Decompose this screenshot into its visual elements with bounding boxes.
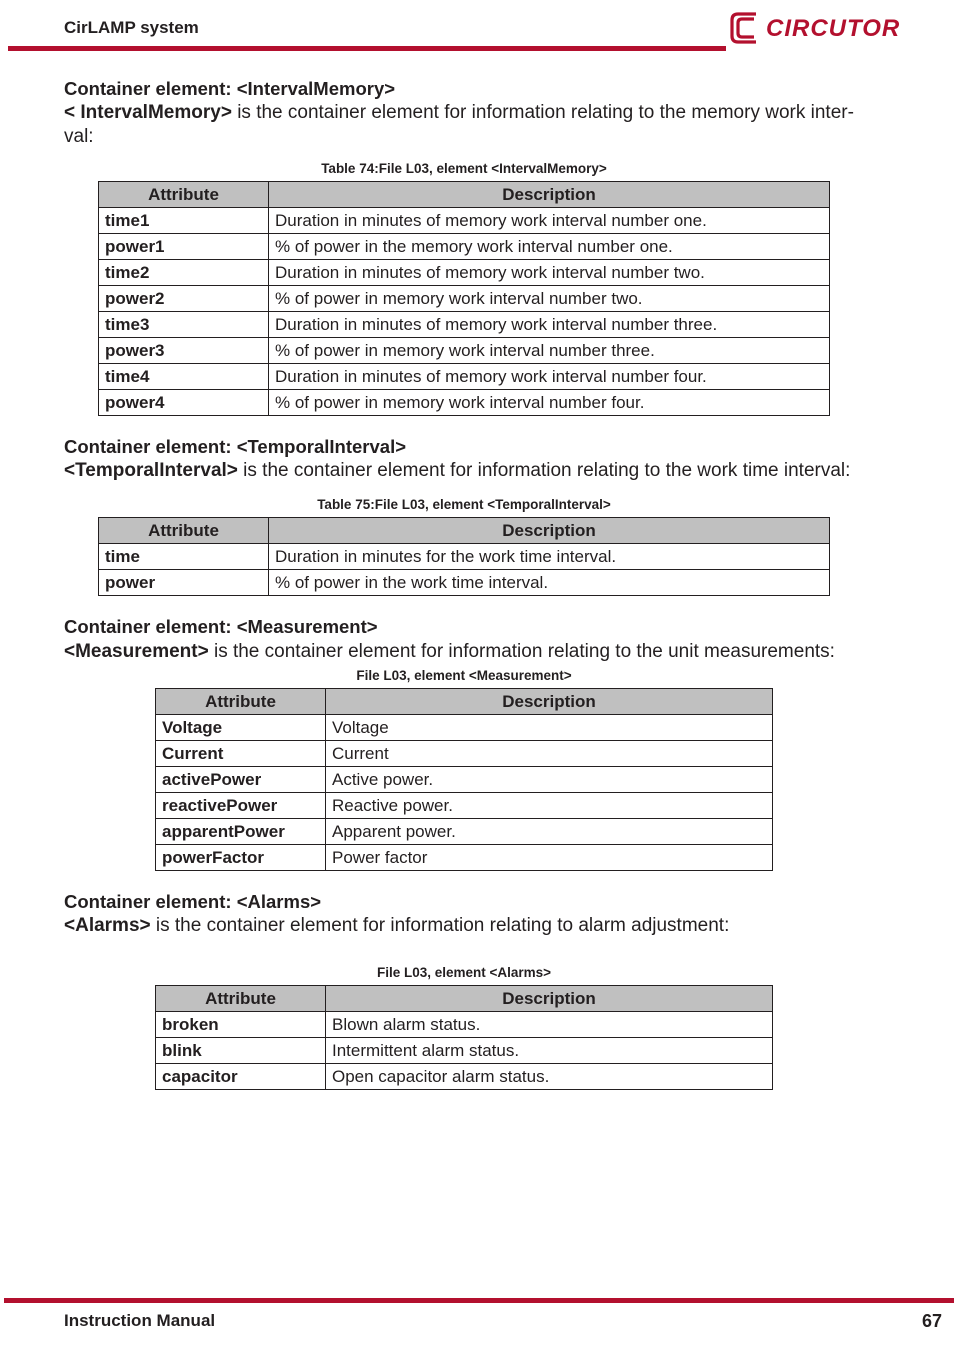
description-cell: % of power in memory work interval number three. xyxy=(269,338,830,364)
intro-text: is the container element for information relating to the work time interval: xyxy=(237,460,851,481)
table-interval-memory xyxy=(98,181,830,416)
attribute-cell: Current xyxy=(156,741,326,767)
description-cell: Duration in minutes of memory work interval number four. xyxy=(269,364,830,390)
description-cell: Duration in minutes of memory work interval number three. xyxy=(269,312,830,338)
table-header-row xyxy=(156,689,773,715)
attribute-cell: capacitor xyxy=(156,1064,326,1090)
description-cell: Current xyxy=(326,741,773,767)
table-row xyxy=(99,286,830,312)
description-cell: Open capacitor alarm status. xyxy=(326,1064,773,1090)
table-row xyxy=(99,390,830,416)
intro-text: is the container element for information relating to the unit measurements: xyxy=(208,641,835,662)
table-caption-74: Table 74:File L03, element <IntervalMemory> xyxy=(321,161,607,176)
attribute-cell: activePower xyxy=(156,767,326,793)
table-row xyxy=(99,364,830,390)
description-cell: Voltage xyxy=(326,715,773,741)
table-row xyxy=(99,312,830,338)
table-row xyxy=(99,208,830,234)
element-name: <TemporalInterval> xyxy=(64,460,238,481)
table-row xyxy=(156,1064,773,1090)
header-rule xyxy=(8,46,726,51)
column-header-attribute: Attribute xyxy=(156,986,326,1012)
section-heading-measurement: Container element: <Measurement> xyxy=(64,616,378,637)
section-intro-interval-memory xyxy=(64,101,874,149)
section-intro-measurement xyxy=(64,640,924,664)
column-header-attribute: Attribute xyxy=(156,689,326,715)
footer-manual-label: Instruction Manual xyxy=(64,1311,216,1330)
attribute-cell: power1 xyxy=(99,234,269,260)
svg-text:CIRCUTOR: CIRCUTOR xyxy=(766,15,901,42)
column-header-description: Description xyxy=(326,986,773,1012)
table-header-row xyxy=(99,518,830,544)
description-cell: Duration in minutes of memory work interval number two. xyxy=(269,260,830,286)
table-row xyxy=(156,819,773,845)
attribute-cell: apparentPower xyxy=(156,819,326,845)
element-name: <Measurement> xyxy=(64,641,209,662)
table-row xyxy=(156,845,773,871)
table-temporal-interval xyxy=(98,517,830,596)
section-intro-alarms xyxy=(64,914,874,938)
attribute-cell: power xyxy=(99,570,269,596)
table-row xyxy=(156,1038,773,1064)
table-caption-75: Table 75:File L03, element <TemporalInterval> xyxy=(317,497,611,512)
table-alarms xyxy=(155,985,773,1090)
table-caption-alarms: File L03, element <Alarms> xyxy=(376,965,552,980)
table-row xyxy=(99,570,830,596)
description-cell: % of power in memory work interval number four. xyxy=(269,390,830,416)
table-row xyxy=(99,234,830,260)
footer-rule xyxy=(4,1298,954,1303)
section-heading-interval-memory: Container element: <IntervalMemory> xyxy=(64,78,396,99)
element-name: <Alarms> xyxy=(64,915,151,936)
table-row xyxy=(99,338,830,364)
table-row xyxy=(156,767,773,793)
attribute-cell: time1 xyxy=(99,208,269,234)
table-caption-measurement: File L03, element <Measurement> xyxy=(356,668,572,683)
description-cell: Blown alarm status. xyxy=(326,1012,773,1038)
table-row xyxy=(156,715,773,741)
attribute-cell: time4 xyxy=(99,364,269,390)
section-intro-temporal-interval xyxy=(64,459,924,483)
description-cell: Duration in minutes for the work time interval. xyxy=(269,544,830,570)
attribute-cell: power2 xyxy=(99,286,269,312)
document-title: CirLAMP system xyxy=(64,18,199,37)
attribute-cell: time xyxy=(99,544,269,570)
column-header-attribute: Attribute xyxy=(99,518,269,544)
table-header-row xyxy=(156,986,773,1012)
section-heading-temporal-interval: Container element: <TemporalInterval> xyxy=(64,436,407,457)
description-cell: Intermittent alarm status. xyxy=(326,1038,773,1064)
attribute-cell: power4 xyxy=(99,390,269,416)
attribute-cell: power3 xyxy=(99,338,269,364)
attribute-cell: broken xyxy=(156,1012,326,1038)
table-row xyxy=(99,544,830,570)
table-row xyxy=(156,793,773,819)
description-cell: % of power in the memory work interval number one. xyxy=(269,234,830,260)
table-row xyxy=(99,260,830,286)
description-cell: Reactive power. xyxy=(326,793,773,819)
section-heading-alarms: Container element: <Alarms> xyxy=(64,891,322,912)
circutor-logo xyxy=(728,8,908,48)
intro-text: is the container element for information relating to alarm adjustment: xyxy=(150,915,730,936)
attribute-cell: powerFactor xyxy=(156,845,326,871)
column-header-description: Description xyxy=(269,518,830,544)
attribute-cell: reactivePower xyxy=(156,793,326,819)
attribute-cell: Voltage xyxy=(156,715,326,741)
table-row xyxy=(156,741,773,767)
column-header-description: Description xyxy=(326,689,773,715)
description-cell: Active power. xyxy=(326,767,773,793)
description-cell: % of power in memory work interval number two. xyxy=(269,286,830,312)
description-cell: Duration in minutes of memory work interval number one. xyxy=(269,208,830,234)
description-cell: Apparent power. xyxy=(326,819,773,845)
attribute-cell: time3 xyxy=(99,312,269,338)
page-number: 67 xyxy=(921,1311,942,1331)
column-header-description: Description xyxy=(269,182,830,208)
table-measurement xyxy=(155,688,773,871)
description-cell: Power factor xyxy=(326,845,773,871)
element-name: < IntervalMemory> xyxy=(64,102,232,123)
column-header-attribute: Attribute xyxy=(99,182,269,208)
attribute-cell: time2 xyxy=(99,260,269,286)
table-header-row xyxy=(99,182,830,208)
intro-text: is the container element for information relating to the memory work inter-val: xyxy=(64,102,854,147)
description-cell: % of power in the work time interval. xyxy=(269,570,830,596)
table-row xyxy=(156,1012,773,1038)
attribute-cell: blink xyxy=(156,1038,326,1064)
